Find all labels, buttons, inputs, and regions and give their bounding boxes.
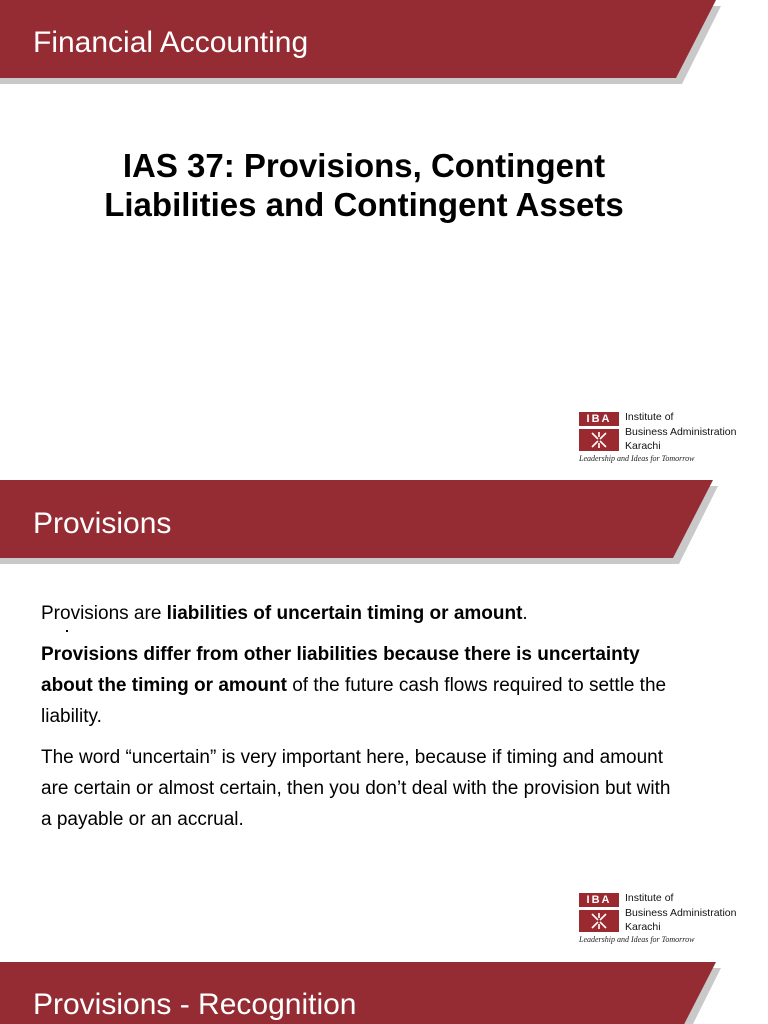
para1-text: Provisions are (41, 603, 167, 624)
slide-banner (0, 0, 768, 84)
institute-line-1: Institute of (625, 892, 674, 904)
iba-abbr: IBA (579, 412, 619, 426)
slide-body (41, 598, 681, 835)
para2-bold: Provisions differ from other liabilities because there is uncertainty about the timing or amount (41, 644, 640, 696)
banner-title: Financial Accounting (33, 26, 309, 59)
logo-tagline: Leadership and Ideas for Tomorrow (579, 935, 695, 944)
institute-name (625, 410, 736, 454)
banner-title: Provisions - Recognition (33, 988, 357, 1021)
emblem-icon (579, 910, 619, 932)
slide-1 (0, 0, 768, 480)
slide-banner (0, 962, 768, 1024)
slide-title (0, 146, 728, 224)
banner-title: Provisions (33, 507, 172, 540)
institute-line-1: Institute of (625, 411, 674, 423)
iba-abbr: IBA (579, 893, 619, 907)
slide-title-line-1: IAS 37: Provisions, Contingent (122, 147, 606, 184)
logo-tagline: Leadership and Ideas for Tomorrow (579, 454, 695, 463)
iba-logo (579, 893, 754, 949)
iba-logo (579, 412, 754, 468)
iba-emblem (579, 893, 619, 932)
slide-banner (0, 480, 768, 564)
para2-text: of the future cash flows required to settle the liability. (41, 675, 667, 727)
institute-line-2: Business Administration (625, 906, 737, 919)
body-paragraph-2 (41, 639, 681, 732)
emblem-icon (579, 429, 619, 451)
institute-line-3: Karachi (625, 921, 661, 933)
institute-line-2: Business Administration (625, 425, 737, 438)
para1-bold: liabilities of uncertain timing or amount (166, 603, 523, 624)
para1-end: . (522, 603, 528, 624)
stray-mark (66, 630, 68, 632)
slide-title-line-2: Liabilities and Contingent Assets (104, 186, 624, 223)
body-paragraph-3: The word “uncertain” is very important here, because if timing and amount are certain or almost certain, then you don’t deal with the provision but with a payable or an accrual. (41, 747, 671, 830)
iba-emblem (579, 412, 619, 451)
slide-3 (0, 962, 768, 1024)
institute-line-3: Karachi (625, 440, 661, 452)
body-paragraph-1 (41, 598, 681, 629)
institute-name (625, 891, 736, 935)
